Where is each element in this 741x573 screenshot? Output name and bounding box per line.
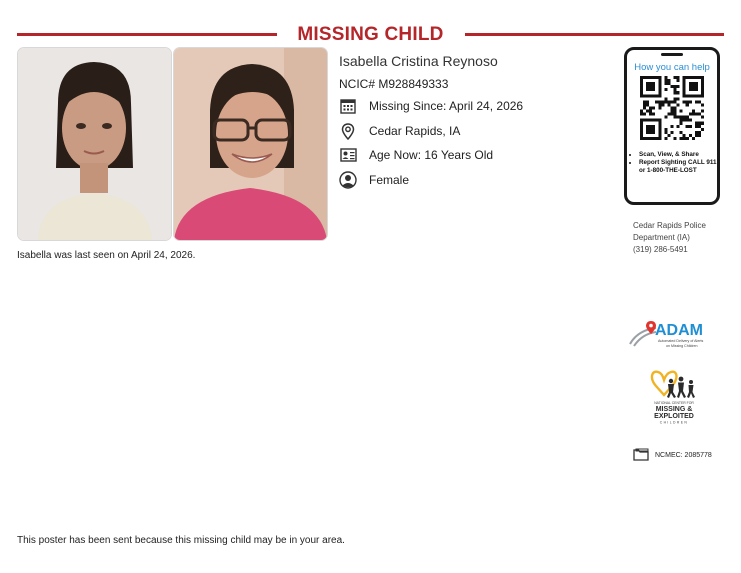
ncmec-logo <box>643 368 705 428</box>
adam-logo-tagline2: on Missing Children <box>666 344 698 348</box>
phone-notch <box>661 53 683 56</box>
ncic-number: NCIC# M928849333 <box>339 77 449 91</box>
child-photo-2 <box>173 47 328 241</box>
portrait-photo-icon <box>174 48 327 240</box>
ncmec-logo-line2: MISSING & <box>655 406 693 413</box>
missing-since-text: Missing Since: April 24, 2026 <box>369 99 524 113</box>
help-card-list <box>629 151 717 175</box>
ncmec-logo-line1: NATIONAL CENTER FOR <box>654 401 694 405</box>
calendar-icon <box>339 97 357 115</box>
child-photo-1 <box>17 47 172 241</box>
age-text: Age Now: 16 Years Old <box>369 148 494 162</box>
location-text: Cedar Rapids, IA <box>369 124 461 138</box>
person-icon <box>339 171 357 189</box>
help-card-title: How you can help <box>634 62 710 73</box>
folder-icon <box>633 448 649 463</box>
ncmec-case-number-text: NCMEC: 2085778 <box>655 452 712 459</box>
help-card <box>624 47 720 205</box>
location-pin-icon <box>339 122 357 140</box>
ncmec-logo-line4: CHILDREN <box>659 420 689 425</box>
help-bullet-report: • Report Sighting CALL 911 or 1-800-THE-LOST <box>639 159 717 175</box>
sex-text: Female <box>369 173 410 187</box>
poster-footer: This poster has been sent because this missing child may be in your area. <box>17 535 345 546</box>
portrait-photo-icon <box>18 48 171 240</box>
age-row <box>339 145 494 165</box>
sex-row <box>339 170 410 190</box>
id-card-icon <box>339 146 357 164</box>
poster-title <box>0 24 741 46</box>
adam-logo-tagline1: Automated Delivery of Alerts <box>658 339 704 343</box>
ncmec-case-number <box>633 448 712 463</box>
police-phone: (319) 286-5491 <box>633 245 688 254</box>
poster-title-text: MISSING CHILD <box>283 24 457 45</box>
last-seen-caption: Isabella was last seen on April 24, 2026. <box>17 250 196 261</box>
police-name-line2: Department (IA) <box>633 233 690 242</box>
location-row <box>339 121 461 141</box>
child-name: Isabella Cristina Reynoso <box>339 53 498 69</box>
adam-logo <box>628 318 720 352</box>
adam-logo-word: ADAM <box>655 322 703 339</box>
help-bullet-scan: • Scan, View, & Share <box>639 151 717 159</box>
qr-code-icon[interactable] <box>640 76 704 140</box>
missing-since-row <box>339 96 524 116</box>
ncmec-logo-line3: EXPLOITED <box>654 413 694 420</box>
police-name-line1: Cedar Rapids Police <box>633 221 706 230</box>
